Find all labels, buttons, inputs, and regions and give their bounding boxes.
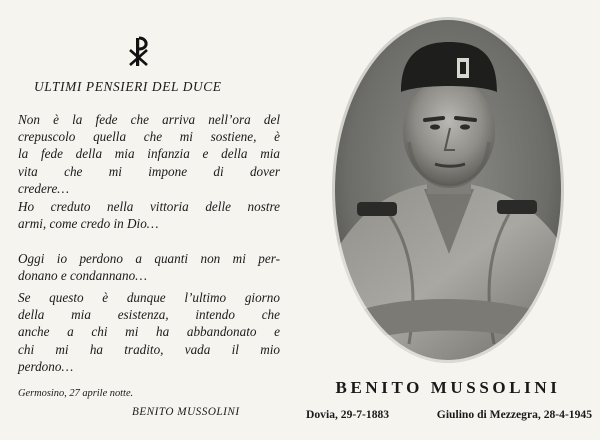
thought-paragraph-4 — [18, 289, 280, 375]
death-date: Giulino di Mezzegra, 28-4-1945 — [436, 408, 592, 421]
text-line: Oggi io perdono a quanti non mi per- — [18, 251, 280, 266]
portrait-photo-icon — [329, 14, 567, 366]
text-line: credere… — [18, 180, 70, 196]
thought-paragraph-1 — [18, 111, 280, 197]
thought-paragraph-2 — [18, 198, 280, 232]
text-line: donano e condannano… — [18, 268, 147, 284]
text-line: Se questo è dunque l’ultimo giorno — [18, 290, 280, 305]
chi-rho-icon — [124, 36, 154, 68]
life-dates — [306, 408, 592, 421]
birth-date: Dovia, 29-7-1883 — [306, 408, 390, 421]
text-line: crepuscolo quella che mi sostiene, è — [18, 129, 280, 145]
signature: BENITO MUSSOLINI — [132, 406, 240, 418]
text-line: Non è la fede che arriva nell’ora del — [18, 112, 280, 127]
text-line: armi, come credo in Dio… — [18, 216, 159, 232]
text-line: della mia esistenza, intendo che — [18, 307, 280, 323]
text-line: la fede della mia infanzia e della mia — [18, 146, 280, 162]
text-line: anche a chi mi ha abbandonato e — [18, 324, 280, 340]
text-line: chi mi ha tradito, vada il mio — [18, 341, 280, 357]
text-line: Ho creduto nella vittoria delle nostre — [18, 199, 280, 214]
text-line: perdono… — [18, 358, 74, 374]
person-name: BENITO MUSSOLINI — [335, 378, 561, 397]
card-title: ULTIMI PENSIERI DEL DUCE — [34, 79, 222, 94]
thought-paragraph-3 — [18, 250, 280, 284]
text-line: vita che mi impone di dover — [18, 163, 280, 179]
place-date: Germosino, 27 aprile notte. — [18, 388, 134, 399]
